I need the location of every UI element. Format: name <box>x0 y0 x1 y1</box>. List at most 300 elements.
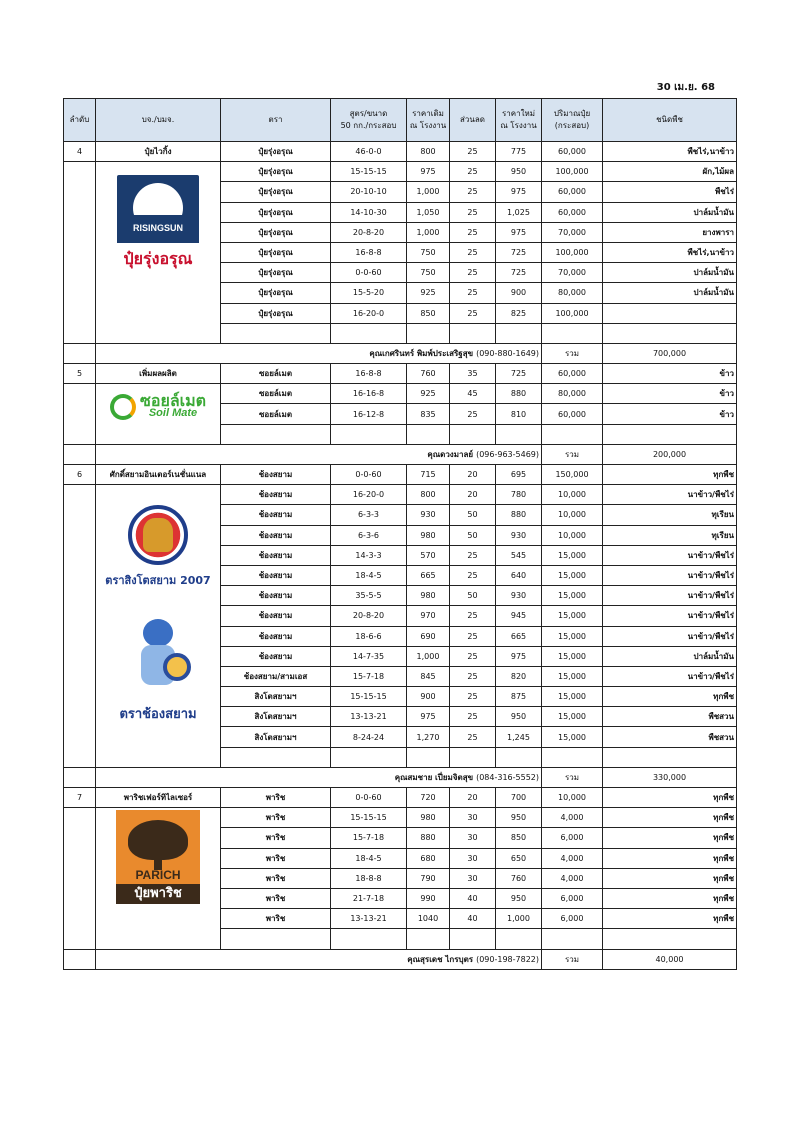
crop: ทุกพืช <box>603 909 737 929</box>
contact-name: คุณดวงมาลย์ <box>427 449 474 459</box>
elephant-icon <box>123 619 193 699</box>
brand <box>221 323 331 343</box>
quantity: 15,000 <box>542 646 603 666</box>
table-row <box>64 485 737 505</box>
old-price: 970 <box>407 606 450 626</box>
crop: พืชไร่,นาข้าว <box>603 242 737 262</box>
new-price: 760 <box>496 868 542 888</box>
quantity: 70,000 <box>542 263 603 283</box>
new-price: 975 <box>496 222 542 242</box>
new-price: 725 <box>496 263 542 283</box>
formula: 14-10-30 <box>331 202 407 222</box>
header-formula <box>331 99 407 142</box>
wheel-icon <box>163 653 191 681</box>
total-quantity: 40,000 <box>603 949 737 969</box>
row-number-empty <box>64 485 96 768</box>
crop: นาข้าว/พืชไร่ <box>603 485 737 505</box>
quantity: 10,000 <box>542 525 603 545</box>
formula: 13-13-21 <box>331 909 407 929</box>
contact-name: คุณสุรเดช ไกรบุตร <box>407 954 474 964</box>
contact-name: คุณเกศรินทร์ พิมพ์ประเสริฐสุข <box>369 348 474 358</box>
logo-caption-lion: ตราสิงโตสยาม 2007 <box>105 574 211 588</box>
crop: ข้าว <box>603 364 737 384</box>
discount: 25 <box>450 242 496 262</box>
formula: 16-20-0 <box>331 485 407 505</box>
discount: 25 <box>450 707 496 727</box>
old-price <box>407 424 450 444</box>
discount: 25 <box>450 162 496 182</box>
crop: พืชไร่ <box>603 182 737 202</box>
brand: ปุ๋ยรุ่งอรุณ <box>221 242 331 262</box>
crop: ทุเรียน <box>603 505 737 525</box>
brand <box>221 424 331 444</box>
brand: ปุ๋ยรุ่งอรุณ <box>221 263 331 283</box>
discount: 25 <box>450 646 496 666</box>
discount: 30 <box>450 808 496 828</box>
header-no: ลำดับ <box>64 99 96 142</box>
lion-seal-icon <box>128 505 188 565</box>
old-price: 1040 <box>407 909 450 929</box>
brand: ช้องสยาม <box>221 545 331 565</box>
logo-text <box>139 391 207 420</box>
summary-empty <box>64 343 96 363</box>
quantity: 15,000 <box>542 606 603 626</box>
discount: 25 <box>450 606 496 626</box>
new-price: 695 <box>496 465 542 485</box>
brand: สิงโตสยามฯ <box>221 727 331 747</box>
formula <box>331 424 407 444</box>
new-price: 545 <box>496 545 542 565</box>
contact-phone: (084-316-5552) <box>476 772 539 782</box>
discount: 25 <box>450 283 496 303</box>
contact-name: คุณสมชาย เปี่ยมจิตสุข <box>394 772 474 782</box>
formula: 46-0-0 <box>331 142 407 162</box>
formula: 16-12-8 <box>331 404 407 424</box>
formula <box>331 929 407 949</box>
header-crop: ชนิดพืช <box>603 99 737 142</box>
company-logo-cell <box>96 162 221 344</box>
formula: 35-5-5 <box>331 586 407 606</box>
contact-phone: (096-963-5469) <box>476 449 539 459</box>
brand: ช้องสยาม <box>221 565 331 585</box>
crop: ยางพารา <box>603 222 737 242</box>
quantity: 100,000 <box>542 242 603 262</box>
brand: สิงโตสยามฯ <box>221 687 331 707</box>
old-price: 715 <box>407 465 450 485</box>
table-row <box>64 808 737 828</box>
header-brand: ตรา <box>221 99 331 142</box>
table-row <box>64 162 737 182</box>
total-label: รวม <box>542 767 603 787</box>
formula: 8-24-24 <box>331 727 407 747</box>
leaf-swirl-icon <box>110 394 136 420</box>
total-quantity: 200,000 <box>603 444 737 464</box>
crop: ทุกพืช <box>603 808 737 828</box>
formula: 13-13-21 <box>331 707 407 727</box>
old-price: 750 <box>407 263 450 283</box>
company-name: เพิ่มผลผลิต <box>96 364 221 384</box>
formula: 20-8-20 <box>331 222 407 242</box>
new-price: 950 <box>496 707 542 727</box>
formula: 20-10-10 <box>331 182 407 202</box>
discount: 30 <box>450 828 496 848</box>
header-old-price <box>407 99 450 142</box>
quantity: 4,000 <box>542 848 603 868</box>
discount: 25 <box>450 182 496 202</box>
formula: 14-7-35 <box>331 646 407 666</box>
header-new-l2: ณ โรงงาน <box>500 121 537 130</box>
company-name: ปุ๋ยไวกิ้ง <box>96 142 221 162</box>
summary-empty <box>64 767 96 787</box>
formula <box>331 747 407 767</box>
quantity: 15,000 <box>542 666 603 686</box>
discount: 25 <box>450 404 496 424</box>
company-logo-cell <box>96 384 221 445</box>
rising-sun-logo <box>117 175 199 272</box>
summary-row <box>64 444 737 464</box>
brand: ปุ๋ยรุ่งอรุณ <box>221 283 331 303</box>
crop: นาข้าว/พืชไร่ <box>603 666 737 686</box>
elephant-head <box>143 619 173 647</box>
quantity: 4,000 <box>542 868 603 888</box>
brand: ปุ๋ยรุ่งอรุณ <box>221 222 331 242</box>
new-price: 780 <box>496 485 542 505</box>
logo-text-th: ซอยล์เมต <box>139 391 207 411</box>
new-price: 775 <box>496 142 542 162</box>
parich-logo <box>116 810 200 904</box>
old-price: 790 <box>407 868 450 888</box>
crop: ทุกพืช <box>603 465 737 485</box>
crop: ทุกพืช <box>603 888 737 908</box>
new-price: 700 <box>496 788 542 808</box>
old-price: 800 <box>407 142 450 162</box>
formula: 16-20-0 <box>331 303 407 323</box>
logo-text-en: RISINGSUN <box>132 223 183 234</box>
total-label: รวม <box>542 444 603 464</box>
header-old-l1: ราคาเดิม <box>412 109 444 118</box>
crop: พืชไร่,นาข้าว <box>603 142 737 162</box>
formula <box>331 323 407 343</box>
fertilizer-price-table <box>63 98 737 970</box>
lion-seal-wrap <box>101 505 216 565</box>
crop: พืชสวน <box>603 707 737 727</box>
old-price: 1,050 <box>407 202 450 222</box>
brand: ปุ๋ยรุ่งอรุณ <box>221 202 331 222</box>
old-price <box>407 323 450 343</box>
formula: 15-7-18 <box>331 666 407 686</box>
brand: ปุ๋ยรุ่งอรุณ <box>221 142 331 162</box>
soil-mate-logo <box>98 391 218 420</box>
old-price: 690 <box>407 626 450 646</box>
quantity: 150,000 <box>542 465 603 485</box>
crop: ปาล์มน้ำมัน <box>603 646 737 666</box>
discount: 30 <box>450 848 496 868</box>
discount: 25 <box>450 565 496 585</box>
quantity: 60,000 <box>542 202 603 222</box>
discount: 20 <box>450 788 496 808</box>
formula: 20-8-20 <box>331 606 407 626</box>
lion-siam-logo <box>101 505 216 724</box>
quantity <box>542 929 603 949</box>
new-price: 880 <box>496 505 542 525</box>
old-price: 980 <box>407 586 450 606</box>
new-price: 975 <box>496 182 542 202</box>
crop: ผัก,ไม้ผล <box>603 162 737 182</box>
row-number-empty <box>64 384 96 445</box>
brand: ช้องสยาม <box>221 606 331 626</box>
formula: 0-0-60 <box>331 263 407 283</box>
discount: 50 <box>450 505 496 525</box>
discount: 25 <box>450 687 496 707</box>
contact-cell <box>96 767 542 787</box>
parich-emblem <box>116 810 200 904</box>
discount: 35 <box>450 364 496 384</box>
discount: 40 <box>450 909 496 929</box>
formula: 6-3-6 <box>331 525 407 545</box>
old-price: 1,270 <box>407 727 450 747</box>
crop: นาข้าว/พืชไร่ <box>603 586 737 606</box>
brand: สิงโตสยามฯ <box>221 707 331 727</box>
summary-row <box>64 767 737 787</box>
new-price: 930 <box>496 586 542 606</box>
quantity: 80,000 <box>542 384 603 404</box>
brand: พาริช <box>221 808 331 828</box>
discount: 25 <box>450 626 496 646</box>
brand: ช้องสยาม <box>221 586 331 606</box>
discount <box>450 424 496 444</box>
quantity: 4,000 <box>542 808 603 828</box>
new-price <box>496 323 542 343</box>
quantity: 15,000 <box>542 586 603 606</box>
quantity: 100,000 <box>542 303 603 323</box>
old-price: 975 <box>407 707 450 727</box>
formula: 18-8-8 <box>331 868 407 888</box>
table-row <box>64 788 737 808</box>
brand: ช้องสยาม/สามเอส <box>221 666 331 686</box>
new-price: 640 <box>496 565 542 585</box>
new-price: 825 <box>496 303 542 323</box>
contact-cell <box>96 949 542 969</box>
crop: ทุกพืช <box>603 868 737 888</box>
discount: 25 <box>450 142 496 162</box>
formula: 18-4-5 <box>331 848 407 868</box>
new-price <box>496 929 542 949</box>
old-price: 925 <box>407 283 450 303</box>
crop: พืชสวน <box>603 727 737 747</box>
discount <box>450 929 496 949</box>
brand: พาริช <box>221 788 331 808</box>
discount: 50 <box>450 586 496 606</box>
discount: 30 <box>450 868 496 888</box>
old-price: 990 <box>407 888 450 908</box>
brand: ช้องสยาม <box>221 505 331 525</box>
header-new-l1: ราคาใหม่ <box>501 109 536 118</box>
new-price: 725 <box>496 242 542 262</box>
quantity: 60,000 <box>542 364 603 384</box>
header-old-l2: ณ โรงงาน <box>409 121 447 130</box>
old-price: 750 <box>407 242 450 262</box>
formula: 21-7-18 <box>331 888 407 908</box>
quantity: 10,000 <box>542 788 603 808</box>
old-price: 930 <box>407 505 450 525</box>
row-number: 6 <box>64 465 96 485</box>
new-price: 810 <box>496 404 542 424</box>
crop <box>603 747 737 767</box>
quantity: 15,000 <box>542 565 603 585</box>
lion-icon <box>143 518 173 552</box>
crop: ทุเรียน <box>603 525 737 545</box>
row-number-empty <box>64 808 96 949</box>
quantity: 60,000 <box>542 182 603 202</box>
crop: ปาล์มน้ำมัน <box>603 263 737 283</box>
old-price: 680 <box>407 848 450 868</box>
table-row <box>64 364 737 384</box>
new-price: 930 <box>496 525 542 545</box>
company-name: พาริชเฟอร์ทิไลเซอร์ <box>96 788 221 808</box>
summary-empty <box>64 444 96 464</box>
discount: 50 <box>450 525 496 545</box>
brand <box>221 929 331 949</box>
discount: 25 <box>450 263 496 283</box>
formula: 15-15-15 <box>331 808 407 828</box>
brand <box>221 747 331 767</box>
quantity: 6,000 <box>542 828 603 848</box>
header-discount: ส่วนลด <box>450 99 496 142</box>
new-price: 650 <box>496 848 542 868</box>
old-price: 845 <box>407 666 450 686</box>
summary-row <box>64 343 737 363</box>
company-logo-cell <box>96 485 221 768</box>
crop: ทุกพืช <box>603 828 737 848</box>
brand: ปุ๋ยรุ่งอรุณ <box>221 162 331 182</box>
header-formula-l1: สูตร/ขนาด <box>349 109 388 118</box>
quantity <box>542 747 603 767</box>
discount: 25 <box>450 202 496 222</box>
total-quantity: 330,000 <box>603 767 737 787</box>
crop: ข้าว <box>603 384 737 404</box>
total-label: รวม <box>542 949 603 969</box>
brand: ช้องสยาม <box>221 525 331 545</box>
rising-sun-emblem <box>117 175 199 243</box>
crop: นาข้าว/พืชไร่ <box>603 545 737 565</box>
quantity: 10,000 <box>542 505 603 525</box>
header-quantity <box>542 99 603 142</box>
brand: ซอยล์เมต <box>221 364 331 384</box>
header-row <box>64 99 737 142</box>
quantity: 6,000 <box>542 888 603 908</box>
discount <box>450 323 496 343</box>
crop: ปาล์มน้ำมัน <box>603 283 737 303</box>
summary-row <box>64 949 737 969</box>
discount: 25 <box>450 545 496 565</box>
brand: พาริช <box>221 909 331 929</box>
company-logo-cell <box>96 808 221 949</box>
table-row <box>64 384 737 404</box>
logo-caption-elephant: ตราช้องสยาม <box>119 707 197 723</box>
new-price: 880 <box>496 384 542 404</box>
logo-text-th: ปุ๋ยรุ่งอรุณ <box>123 249 193 269</box>
quantity: 80,000 <box>542 283 603 303</box>
discount: 20 <box>450 485 496 505</box>
crop: ทุกพืช <box>603 848 737 868</box>
brand: พาริช <box>221 868 331 888</box>
quantity: 15,000 <box>542 626 603 646</box>
new-price: 1,000 <box>496 909 542 929</box>
quantity: 10,000 <box>542 485 603 505</box>
table-row <box>64 142 737 162</box>
formula: 16-16-8 <box>331 384 407 404</box>
total-quantity: 700,000 <box>603 343 737 363</box>
old-price: 760 <box>407 364 450 384</box>
quantity: 15,000 <box>542 727 603 747</box>
new-price: 975 <box>496 646 542 666</box>
row-number-empty <box>64 162 96 344</box>
formula: 15-15-15 <box>331 687 407 707</box>
old-price <box>407 747 450 767</box>
crop <box>603 929 737 949</box>
discount <box>450 747 496 767</box>
new-price: 950 <box>496 808 542 828</box>
contact-phone: (090-198-7822) <box>476 954 539 964</box>
row-number: 5 <box>64 364 96 384</box>
contact-phone: (090-880-1649) <box>476 348 539 358</box>
formula: 15-5-20 <box>331 283 407 303</box>
crop: นาข้าว/พืชไร่ <box>603 606 737 626</box>
discount: 25 <box>450 222 496 242</box>
crop: ทุกพืช <box>603 788 737 808</box>
header-company: บจ./บมจ. <box>96 99 221 142</box>
new-price: 1,245 <box>496 727 542 747</box>
brand: ซอยล์เมต <box>221 404 331 424</box>
quantity: 15,000 <box>542 707 603 727</box>
brand: พาริช <box>221 828 331 848</box>
formula: 18-6-6 <box>331 626 407 646</box>
brand: ซอยล์เมต <box>221 384 331 404</box>
header-qty-l1: ปริมาณปุ๋ย <box>553 109 591 118</box>
old-price: 1,000 <box>407 182 450 202</box>
formula: 15-15-15 <box>331 162 407 182</box>
old-price: 570 <box>407 545 450 565</box>
old-price: 800 <box>407 485 450 505</box>
quantity: 60,000 <box>542 142 603 162</box>
old-price: 980 <box>407 808 450 828</box>
old-price: 850 <box>407 303 450 323</box>
header-formula-l2: 50 กก./กระสอบ <box>340 121 397 130</box>
old-price: 1,000 <box>407 646 450 666</box>
crop <box>603 303 737 323</box>
old-price: 900 <box>407 687 450 707</box>
brand: ช้องสยาม <box>221 646 331 666</box>
brand: ปุ๋ยรุ่งอรุณ <box>221 303 331 323</box>
table-row <box>64 465 737 485</box>
discount: 25 <box>450 666 496 686</box>
quantity: 6,000 <box>542 909 603 929</box>
brand: ช้องสยาม <box>221 485 331 505</box>
brand: พาริช <box>221 888 331 908</box>
new-price: 1,025 <box>496 202 542 222</box>
formula: 16-8-8 <box>331 364 407 384</box>
new-price <box>496 424 542 444</box>
discount: 45 <box>450 384 496 404</box>
formula: 0-0-60 <box>331 788 407 808</box>
header-qty-l2: (กระสอบ) <box>554 121 590 130</box>
old-price: 665 <box>407 565 450 585</box>
quantity: 70,000 <box>542 222 603 242</box>
old-price: 835 <box>407 404 450 424</box>
logo-text-th: ปุ๋ยพาริช <box>116 884 200 904</box>
new-price: 850 <box>496 828 542 848</box>
old-price: 880 <box>407 828 450 848</box>
